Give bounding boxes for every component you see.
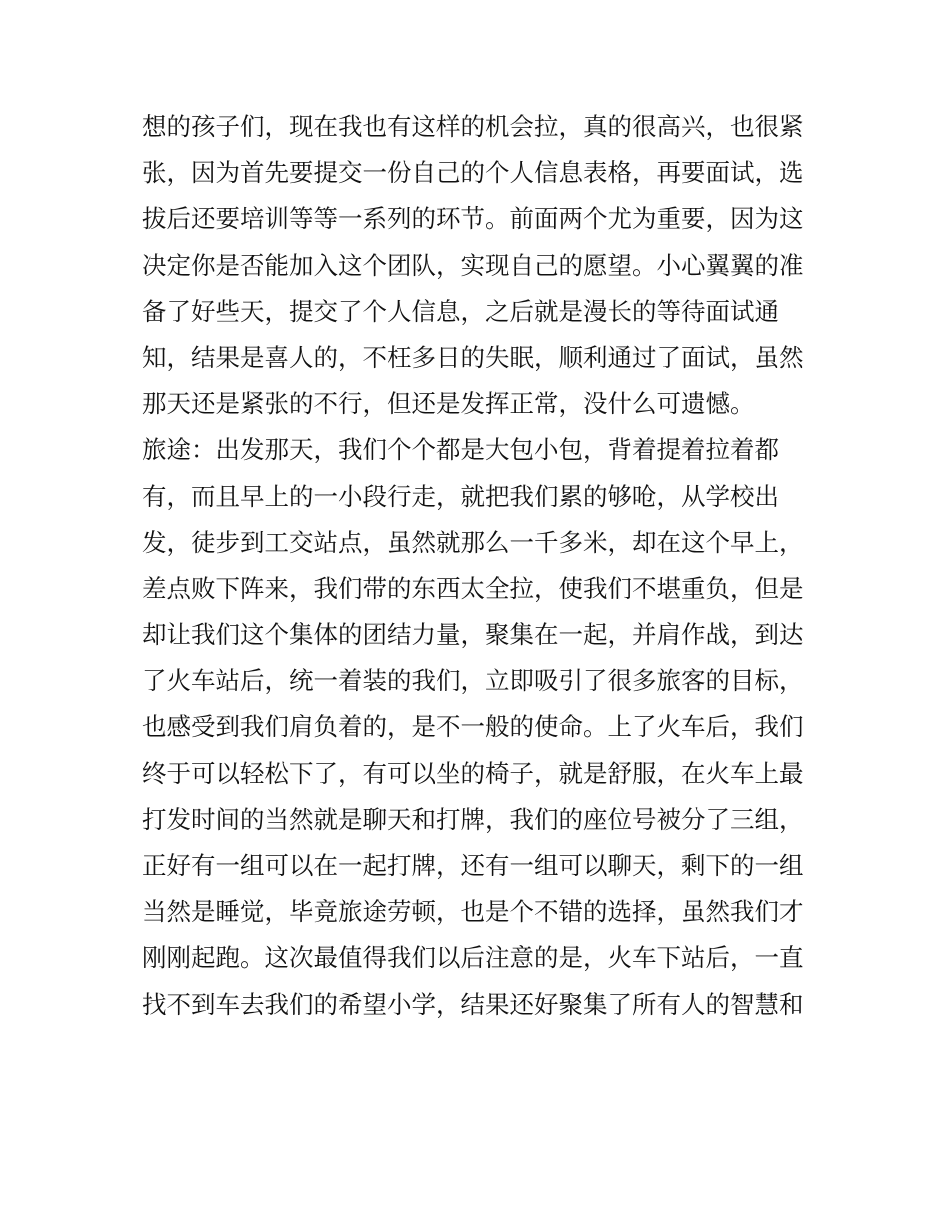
text-line: 正好有一组可以在一起打牌，还有一组可以聊天，剩下的一组 [142,851,804,880]
text-line: 想的孩子们，现在我也有这样的机会拉，真的很高兴，也很紧 [142,112,804,141]
text-line: 发，徒步到工交站点，虽然就那么一千多米，却在这个早上， [142,527,804,557]
text-line: 当然是睡觉，毕竟旅途劳顿，也是个不错的选择，虽然我们才 [142,897,804,927]
text-line: 刚刚起跑。这次最值得我们以后注意的是，火车下站后，一直 [142,943,804,973]
text-line: 有，而且早上的一小段行走，就把我们累的够呛，从学校出 [142,481,779,511]
text-line: 决定你是否能加入这个团队，实现自己的愿望。小心翼翼的准 [142,250,804,280]
text-line: 张，因为首先要提交一份自己的个人信息表格，再要面试，选 [142,158,804,188]
text-line: 拔后还要培训等等一系列的环节。前面两个尤为重要，因为这 [142,204,804,234]
text-line: 找不到车去我们的希望小学，结果还好聚集了所有人的智慧和 [142,989,804,1019]
text-line: 差点败下阵来，我们带的东西太全拉，使我们不堪重负，但是 [142,573,804,603]
text-line: 那天还是紧张的不行，但还是发挥正常，没什么可遗憾。 [142,389,755,419]
text-line: 了火车站后，统一着装的我们，立即吸引了很多旅客的目标， [142,666,804,696]
text-line: 却让我们这个集体的团结力量，聚集在一起，并肩作战，到达 [142,620,804,650]
text-line: 旅途：出发那天，我们个个都是大包小包，背着提着拉着都 [142,435,779,465]
text-line: 终于可以轻松下了，有可以坐的椅子，就是舒服，在火车上最 [142,758,804,788]
body-text [142,104,822,1028]
text-line: 打发时间的当然就是聊天和打牌，我们的座位号被分了三组， [142,804,804,834]
text-line: 也感受到我们肩负着的，是不一般的使命。上了火车后，我们 [142,712,804,742]
text-line: 备了好些天，提交了个人信息，之后就是漫长的等待面试通 [142,296,779,326]
text-line: 知，结果是喜人的，不枉多日的失眠，顺利通过了面试，虽然 [142,342,804,372]
